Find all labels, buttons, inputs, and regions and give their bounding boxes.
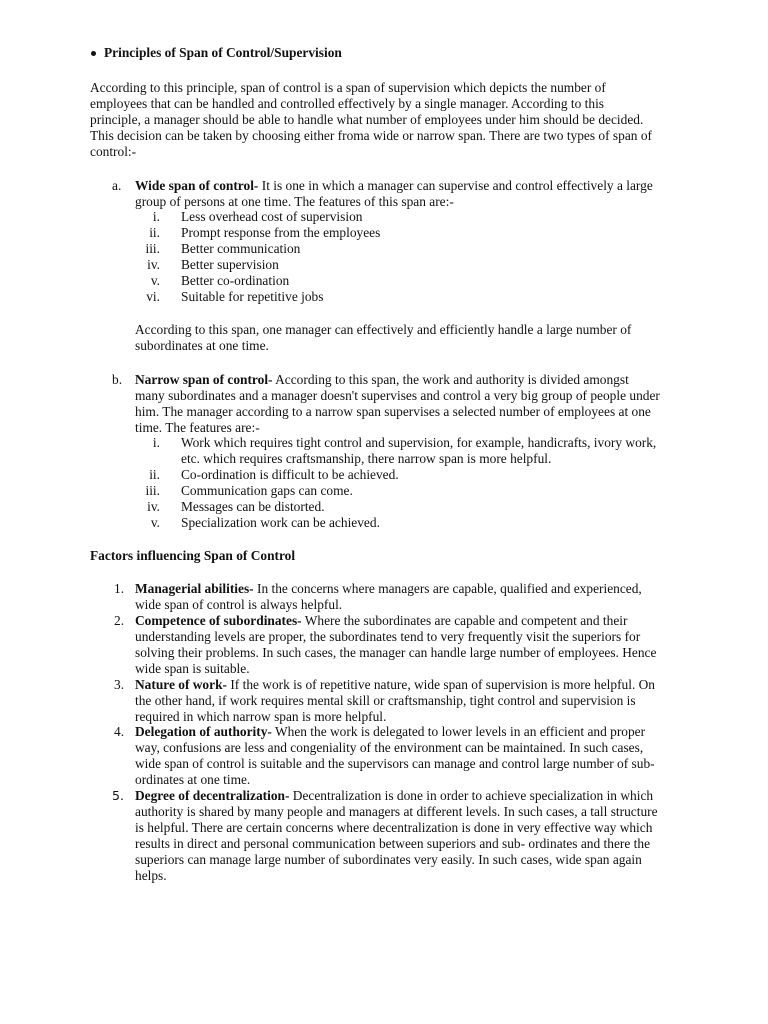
factor-title: Nature of work- [135, 677, 227, 692]
roman-numeral: i. [152, 209, 160, 224]
intro-line: This decision can be taken by choosing either froma wide or narrow span. There are two types of span of [90, 128, 652, 143]
factor-text: required in which narrow span is more helpful. [135, 709, 387, 724]
roman-numeral: v. [150, 273, 160, 288]
intro-line: principle, a manager should be able to handle what number of employees under him should be decided. [90, 112, 644, 127]
feature-item: Less overhead cost of supervision [181, 209, 363, 224]
narrow-span-text: him. The manager according to a narrow span supervises a selected number of employees at one [135, 404, 651, 419]
feature-item: Work which requires tight control and supervision, for example, handicrafts, ivory work, [181, 435, 657, 450]
factor-title-line: Nature of work- If the work is of repetitive nature, wide span of supervision is more helpful. On [135, 677, 656, 692]
factor-number: 4. [114, 724, 125, 739]
feature-item: Specialization work can be achieved. [181, 515, 380, 530]
feature-item: Better supervision [181, 257, 279, 272]
factor-text: the other hand, if work requires mental skill or craftsmanship, tight control and supervision is [135, 693, 636, 708]
roman-numeral: ii. [149, 467, 160, 482]
feature-item: Communication gaps can come. [181, 483, 353, 498]
bullet-icon [91, 51, 96, 56]
narrow-span-title-line: Narrow span of control- According to this span, the work and authority is divided amongst [135, 372, 629, 387]
factor-text: wide span of control is suitable and the supervisors can manage and control large number of sub- [135, 756, 655, 771]
feature-item: etc. which requires craftsmanship, there narrow span is more helpful. [181, 451, 552, 466]
roman-numeral: ii. [149, 225, 160, 240]
factor-text: wide span is suitable. [135, 661, 250, 676]
factors-heading: Factors influencing Span of Control [90, 548, 296, 563]
factor-text: authority is shared by many people and managers at different levels. In such cases, a tall structure [135, 804, 658, 819]
factor-text: way, confusions are less and congeniality of the environment can be maintained. In such cases, [135, 740, 644, 755]
factor-number: 3. [114, 677, 125, 692]
factor-title-line: Managerial abilities- In the concerns where managers are capable, qualified and experienced, [135, 581, 642, 596]
wide-span-text: group of persons at one time. The features of this span are:- [135, 194, 454, 209]
feature-item: Messages can be distorted. [181, 499, 325, 514]
factor-title: Competence of subordinates- [135, 613, 302, 628]
factor-number: 1. [114, 581, 125, 596]
roman-numeral: iv. [147, 499, 160, 514]
factor-text: solving their problems. In such cases, the manager can handle large number of employees. Hence [135, 645, 657, 660]
factor-number: 5. [112, 788, 124, 803]
factor-text: is helpful. There are certain concerns where decentralization is done in very effective way which [135, 820, 653, 835]
feature-item: Better communication [181, 241, 301, 256]
factor-text: superiors can manage large number of subordinates very easily. In such cases, wide span again [135, 852, 642, 867]
roman-numeral: i. [152, 435, 160, 450]
factor-text: helps. [135, 868, 167, 883]
factor-title-line: Competence of subordinates- Where the subordinates are capable and competent and their [135, 613, 628, 628]
intro-line: control:- [90, 144, 137, 159]
factor-number: 2. [114, 613, 125, 628]
factor-title-line: Delegation of authority- When the work is delegated to lower levels in an efficient and proper [135, 724, 646, 739]
list-marker: b. [112, 372, 123, 387]
roman-numeral: vi. [146, 289, 160, 304]
narrow-span-text: time. The features are:- [135, 420, 260, 435]
narrow-span-text: many subordinates and a manager doesn't supervises and control a very big group of people under [135, 388, 660, 403]
intro-line: According to this principle, span of control is a span of supervision which depicts the number of [90, 80, 606, 95]
section-heading: Principles of Span of Control/Supervision [104, 45, 342, 60]
factor-text: ordinates at one time. [135, 772, 251, 787]
narrow-span-title: Narrow span of control- [135, 372, 273, 387]
factor-title-line: Degree of decentralization- Decentralization is done in order to achieve specialization in which [135, 788, 654, 803]
feature-item: Better co-ordination [181, 273, 290, 288]
wide-span-title-line: Wide span of control- It is one in which a manager can supervise and control effectively a large [135, 178, 653, 193]
factor-text: results in direct and personal communication between superiors and sub- ordinates and there the [135, 836, 651, 851]
factor-title: Managerial abilities- [135, 581, 254, 596]
feature-item: Prompt response from the employees [181, 225, 381, 240]
wide-span-title: Wide span of control- [135, 178, 259, 193]
wide-span-note: subordinates at one time. [135, 338, 269, 353]
roman-numeral: iii. [145, 483, 160, 498]
factor-text: wide span of control is always helpful. [135, 597, 343, 612]
roman-numeral: iii. [145, 241, 160, 256]
feature-item: Co-ordination is difficult to be achieved. [181, 467, 399, 482]
feature-item: Suitable for repetitive jobs [181, 289, 324, 304]
factor-title: Degree of decentralization- [135, 788, 290, 803]
wide-span-note: According to this span, one manager can effectively and efficiently handle a large number of [135, 322, 632, 337]
list-marker: a. [112, 178, 122, 193]
roman-numeral: v. [150, 515, 160, 530]
factor-title: Delegation of authority- [135, 724, 272, 739]
intro-line: employees that can be handled and controlled effectively by a single manager. According to this [90, 96, 605, 111]
factor-text: understanding levels are proper, the subordinates tend to very frequently visit the superiors for [135, 629, 641, 644]
roman-numeral: iv. [147, 257, 160, 272]
